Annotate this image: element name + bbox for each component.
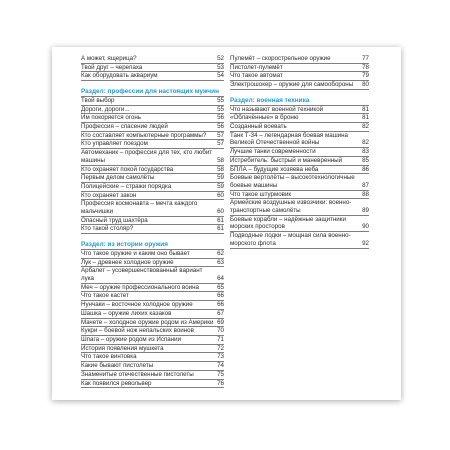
- toc-entry: БПЛА – будущие хозяева неба 86: [230, 165, 369, 173]
- toc-entry: Профессия космонавта – мечта каждого мальчишки 60: [81, 200, 224, 216]
- toc-entry: Полицейские – стражи порядка 59: [81, 182, 224, 190]
- toc-entry: Шашка – оружие лихих казаков 67: [81, 309, 224, 317]
- toc-entry: Кто охраняет покой государства 58: [81, 165, 224, 173]
- toc-entry: Опасный труд шахтёра 61: [81, 216, 224, 224]
- toc-entry: Что такое автомат 79: [230, 72, 369, 80]
- toc-entry: Что называют военной техникой 81: [230, 105, 369, 113]
- toc-entry: Шпага – оружие родом из Испании 71: [81, 335, 224, 343]
- toc-entry: Истребитель: быстрый и маневренный 85: [230, 156, 369, 164]
- toc-entry: Нунчаки – восточное холодное оружие 66: [81, 301, 224, 309]
- toc-entry: Созданный воевать 82: [230, 123, 369, 131]
- toc-entry: Армейские воздушные извозчики: военно-транспортные самолёты 89: [230, 199, 369, 215]
- toc-entry: Как оборудовать аквариум 54: [81, 72, 224, 80]
- toc-entry: Пулемёт – скорострельное оружие 77: [230, 55, 369, 62]
- toc-entry: Танк Т-34 – легендарная боевая машина Великой Отечественной войны 82: [230, 131, 369, 147]
- section-heading-professions: Раздел: профессии для настоящих мужчин: [81, 88, 224, 97]
- toc-entry: Боевые корабли – надёжные защитники морских просторов 90: [230, 215, 369, 231]
- toc-entry: Им покоряется огонь 56: [81, 114, 224, 122]
- toc-entry: Кукри – боевой нож непальских воинов 70: [81, 327, 224, 335]
- toc-entry: Меч – оружие профессионального воина 65: [81, 283, 224, 291]
- toc-right-column: [230, 55, 369, 249]
- toc-entry: Профессия – спасение людей 56: [81, 123, 224, 131]
- section-heading-military: Раздел: военная техника: [230, 97, 369, 106]
- toc-entry: Твой друг – черепаха 53: [81, 63, 224, 71]
- section-heading-weapons: Раздел: из истории оружия: [81, 241, 224, 250]
- toc-entry: Какие бывают пистолеты 74: [81, 362, 224, 370]
- toc-entry: «Облачённые» в броню 81: [230, 114, 369, 122]
- book-page: [52, 47, 401, 400]
- toc-entry: Твой выбор 55: [81, 96, 224, 104]
- toc-entry: Знаменитые отечественные пистолеты 75: [81, 370, 224, 378]
- toc-entry: Что такое кастет 66: [81, 292, 224, 300]
- toc-entry: Кто составляет компьютерные программы? 57: [81, 131, 224, 139]
- toc-entry: Дороги, дороги... 55: [81, 105, 224, 113]
- toc-entry: Лук – древнее холодное оружие 63: [81, 258, 224, 266]
- toc-entry: Автомеханик – профессия для тех, кто любит машины 58: [81, 149, 224, 164]
- toc-entry: Как появился револьвер 76: [81, 379, 224, 387]
- toc-entry: Арбалет – усовершенствованный вариант лука 64: [81, 267, 224, 283]
- toc-entry: Электрошокер – оружие для самообороны 80: [230, 81, 369, 89]
- toc-entry: Первым делом самолёты 59: [81, 174, 224, 182]
- toc-left-column: [81, 55, 224, 388]
- toc-entry: Пистолет-пулемёт 78: [230, 63, 369, 71]
- toc-entry: Боевые вертолёты – высокотехнологичные боевые машины 87: [230, 174, 369, 189]
- toc-entry: Лучшие танки современности 83: [230, 148, 369, 156]
- toc-entry: Что такое штурмовик 88: [230, 190, 369, 198]
- toc-entry: Мачете – холодное оружие родом из Америки 69: [81, 318, 224, 326]
- toc-entry: История появления мушкета 72: [81, 344, 224, 352]
- toc-entry: Что такое винтовка 73: [81, 353, 224, 361]
- toc-entry: Подводные лодки – мощная сила военно-морского флота 92: [230, 232, 369, 247]
- toc-entry: Кто такой столяр? 61: [81, 225, 224, 233]
- toc-entry: Что такое оружие и каким оно бывает 62: [81, 249, 224, 257]
- toc-entry: Кто охраняет закон 60: [81, 191, 224, 199]
- toc-entry: Кто управляет поездом 57: [81, 140, 224, 148]
- toc-entry: А может, ящерица? 52: [81, 55, 224, 62]
